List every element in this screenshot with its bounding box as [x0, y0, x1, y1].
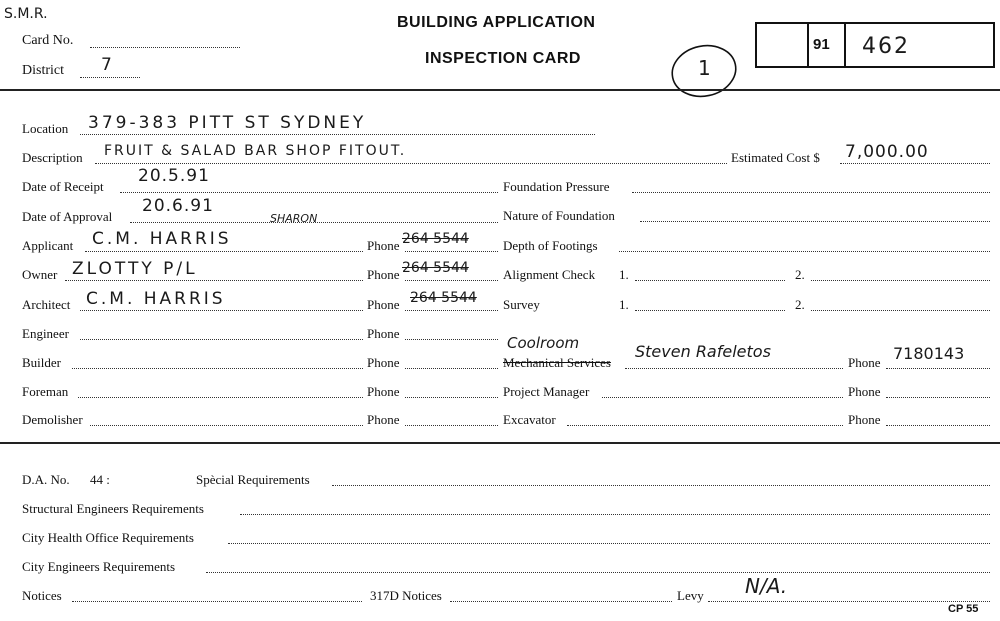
architect-value: C.M. HARRIS — [86, 289, 226, 309]
health-label: City Health Office Requirements — [22, 530, 194, 545]
approval-note: SHARON — [270, 212, 318, 225]
excavator-phone-label: Phone — [848, 412, 881, 427]
notices-field[interactable] — [72, 601, 362, 602]
depth-footings-label: Depth of Footings — [503, 238, 598, 253]
levy-label: Levy — [677, 588, 704, 603]
estimated-cost-value: 7,000.00 — [845, 142, 929, 162]
alignment-1-label: 1. — [619, 267, 629, 282]
receipt-label: Date of Receipt — [22, 179, 104, 194]
builder-field[interactable] — [72, 368, 363, 369]
architect-phone-label: Phone — [367, 297, 400, 312]
card-no-label: Card No. — [22, 33, 74, 48]
engineer-label: Engineer — [22, 326, 69, 341]
pm-phone-field[interactable] — [886, 397, 990, 398]
foreman-phone-label: Phone — [367, 384, 400, 399]
demolisher-phone-label: Phone — [367, 412, 400, 427]
header-divider — [0, 89, 1000, 91]
demolisher-phone-field[interactable] — [405, 425, 498, 426]
circle-number: 1 — [698, 56, 711, 80]
survey-1-field[interactable] — [635, 310, 785, 311]
engineer-field[interactable] — [80, 339, 363, 340]
location-field[interactable] — [80, 134, 595, 135]
location-label: Location — [22, 121, 69, 136]
description-label: Description — [22, 150, 83, 165]
form-code: CP 55 — [948, 603, 979, 615]
depth-footings-field[interactable] — [619, 251, 990, 252]
mechanical-services-label: Mechanical Services — [503, 355, 611, 370]
pm-phone-label: Phone — [848, 384, 881, 399]
box-number: 462 — [862, 34, 910, 59]
receipt-field[interactable] — [120, 192, 498, 193]
section-divider — [0, 442, 1000, 444]
alignment-check-label: Alignment Check — [503, 267, 596, 282]
district-field[interactable] — [80, 77, 140, 78]
location-value: 379-383 PITT ST SYDNEY — [88, 113, 367, 133]
special-requirements-label: Spècial Requirements — [196, 472, 310, 487]
estimated-cost-field[interactable] — [840, 163, 990, 164]
estimated-cost-label: Estimated Cost $ — [731, 150, 820, 165]
form-subtitle: INSPECTION CARD — [425, 50, 581, 67]
architect-label: Architect — [22, 297, 71, 312]
architect-phone-value: 264 5544 — [410, 290, 477, 306]
engineer-phone-label: Phone — [367, 326, 400, 341]
district-label: District — [22, 63, 64, 78]
health-field[interactable] — [228, 543, 990, 544]
nature-foundation-field[interactable] — [640, 221, 990, 222]
architect-field[interactable] — [80, 310, 363, 311]
city-engineers-label: City Engineers Requirements — [22, 559, 176, 574]
district-value: 7 — [101, 55, 115, 75]
levy-field[interactable] — [708, 601, 990, 602]
builder-label: Builder — [22, 355, 61, 370]
foreman-phone-field[interactable] — [405, 397, 498, 398]
notices-317d-label: 317D Notices — [370, 588, 442, 603]
foreman-field[interactable] — [78, 397, 363, 398]
excavator-field[interactable] — [567, 425, 843, 426]
approval-label: Date of Approval — [22, 209, 113, 224]
demolisher-field[interactable] — [90, 425, 363, 426]
foreman-label: Foreman — [22, 384, 69, 399]
alignment-1-field[interactable] — [635, 280, 785, 281]
approval-value: 20.6.91 — [142, 196, 214, 216]
coolroom-note: Coolroom — [507, 334, 580, 352]
demolisher-label: Demolisher — [22, 412, 83, 427]
owner-label: Owner — [22, 267, 58, 282]
card-number-box — [755, 22, 995, 68]
form-title: BUILDING APPLICATION — [397, 14, 596, 31]
survey-2-field[interactable] — [811, 310, 990, 311]
applicant-label: Applicant — [22, 238, 74, 253]
alignment-2-label: 2. — [795, 267, 805, 282]
mech-phone-value: 7180143 — [893, 344, 965, 363]
excavator-label: Excavator — [503, 412, 556, 427]
owner-phone-label: Phone — [367, 267, 400, 282]
structural-field[interactable] — [240, 514, 990, 515]
excavator-phone-field[interactable] — [886, 425, 990, 426]
foundation-pressure-label: Foundation Pressure — [503, 179, 610, 194]
description-value: FRUIT & SALAD BAR SHOP FITOUT. — [104, 143, 407, 159]
builder-phone-label: Phone — [367, 355, 400, 370]
builder-phone-field[interactable] — [405, 368, 498, 369]
box-code: 91 — [813, 36, 830, 53]
nature-foundation-label: Nature of Foundation — [503, 208, 615, 223]
city-engineers-field[interactable] — [206, 572, 990, 573]
survey-2-label: 2. — [795, 297, 805, 312]
engineer-phone-field[interactable] — [405, 339, 498, 340]
structural-label: Structural Engineers Requirements — [22, 501, 204, 516]
applicant-value: C.M. HARRIS — [92, 229, 232, 249]
receipt-value: 20.5.91 — [138, 166, 210, 186]
smr-note: S.M.R. — [4, 6, 48, 22]
applicant-field[interactable] — [85, 251, 363, 252]
owner-value: ZLOTTY P/L — [72, 259, 198, 279]
mechanical-services-field[interactable] — [625, 368, 843, 369]
notices-label: Notices — [22, 588, 62, 603]
applicant-phone-field[interactable] — [405, 251, 498, 252]
owner-field[interactable] — [65, 280, 363, 281]
project-manager-field[interactable] — [602, 397, 843, 398]
card-no-field[interactable] — [90, 47, 240, 48]
owner-phone-value: 264 5544 — [402, 260, 469, 276]
special-requirements-field[interactable] — [332, 485, 990, 486]
survey-1-label: 1. — [619, 297, 629, 312]
applicant-phone-label: Phone — [367, 238, 400, 253]
mech-name: Steven Rafeletos — [635, 342, 771, 361]
project-manager-label: Project Manager — [503, 384, 590, 399]
foundation-pressure-field[interactable] — [632, 192, 990, 193]
mech-phone-label: Phone — [848, 355, 881, 370]
notices-317d-field[interactable] — [450, 601, 672, 602]
levy-value: N/A. — [745, 574, 788, 598]
da-label: D.A. No. — [22, 472, 70, 487]
alignment-2-field[interactable] — [811, 280, 990, 281]
description-field[interactable] — [95, 163, 727, 164]
applicant-phone-value: 264 5544 — [402, 231, 469, 247]
da-value: 44 : — [90, 472, 110, 487]
mech-phone-field[interactable] — [886, 368, 990, 369]
owner-phone-field[interactable] — [405, 280, 498, 281]
architect-phone-field[interactable] — [405, 310, 498, 311]
survey-label: Survey — [503, 297, 540, 312]
